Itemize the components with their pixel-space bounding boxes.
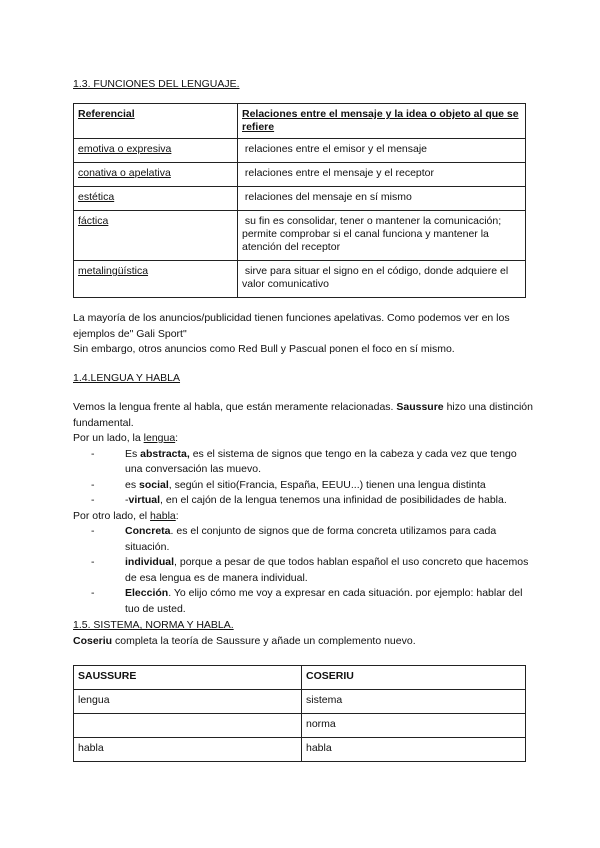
saussure-coseriu-table xyxy=(73,665,526,762)
text: - xyxy=(125,494,129,506)
table-header: COSERIU xyxy=(306,670,354,682)
bold-text: Coseriu xyxy=(73,635,113,647)
table-header: SAUSSURE xyxy=(78,670,137,682)
bold-text: virtual xyxy=(128,494,161,506)
table-cell: habla xyxy=(74,738,302,762)
text: , según el sitio(Francia, España, EEUU...) tienen una lengua distinta xyxy=(168,478,486,491)
text: es xyxy=(125,478,140,491)
bold-text: Elección xyxy=(125,587,169,599)
table-cell: fáctica xyxy=(78,215,109,227)
text: Por un lado, la xyxy=(73,432,144,444)
table-header: Relaciones entre el mensaje y la idea o objeto al que se refiere xyxy=(242,108,519,133)
text: completa la teoría de Saussure y añade un complemento nuevo. xyxy=(112,635,416,647)
text: hizo una distinción fundamental. xyxy=(73,401,533,429)
text: , porque a pesar de que todos hablan español el uso concreto que hacemos de esa lengua es de manera individual. xyxy=(125,556,529,584)
bold-text: Saussure xyxy=(396,401,444,413)
list-item xyxy=(125,524,533,555)
underlined-text: lengua xyxy=(143,432,176,444)
text: : xyxy=(175,509,179,522)
bold-text: social xyxy=(139,478,169,491)
list-item xyxy=(125,555,533,586)
lengua-line xyxy=(73,431,533,447)
lengua-list xyxy=(73,447,533,509)
habla-line xyxy=(73,509,533,525)
underlined-text: habla xyxy=(150,509,176,522)
section-title-1-4: 1.4.LENGUA Y HABLA xyxy=(73,372,181,384)
table-cell xyxy=(74,714,302,738)
table-cell: emotiva o expresiva xyxy=(78,143,172,155)
table-cell: relaciones entre el emisor y el mensaje xyxy=(244,143,428,155)
lengua-habla-body xyxy=(73,400,533,617)
paragraph-ads xyxy=(73,311,533,358)
table-cell: relaciones entre el mensaje y el receptor xyxy=(244,167,435,179)
functions-table xyxy=(73,103,526,298)
table-cell: norma xyxy=(302,714,526,738)
intro-paragraph xyxy=(73,400,533,431)
text: . Yo elijo cómo me voy a expresar en cada situación. por ejemplo: hablar del tuo de usted. xyxy=(125,587,523,615)
bold-text: individual xyxy=(125,556,175,568)
table-cell: estética xyxy=(78,191,115,203)
section-title-1-3: 1.3. FUNCIONES DEL LENGUAJE. xyxy=(73,78,240,90)
text: es el sistema de signos que tengo en la cabeza y cada vez que tengo una conversación las muevo. xyxy=(125,447,517,475)
table-cell: sirve para situar el signo en el código, donde adquiere el valor comunicativo xyxy=(242,265,509,290)
list-item xyxy=(125,447,533,478)
paragraph-text: La mayoría de los anuncios/publicidad tienen funciones apelativas. Como podemos ver en los ejemplos de" Gali Sport" xyxy=(73,312,510,340)
table-cell: conativa o apelativa xyxy=(78,167,171,179)
table-cell: habla xyxy=(302,738,526,762)
table-cell: relaciones del mensaje en sí mismo xyxy=(244,191,412,203)
table-cell: sistema xyxy=(302,690,526,714)
list-item xyxy=(125,478,533,494)
coseriu-intro xyxy=(73,635,416,647)
bold-text: abstracta, xyxy=(140,447,190,460)
paragraph-text: Sin embargo, otros anuncios como Red Bull y Pascual ponen el foco en sí mismo. xyxy=(73,343,455,355)
table-cell: lengua xyxy=(74,690,302,714)
text: , en el cajón de la lengua tenemos una infinidad de posibilidades de habla. xyxy=(160,494,507,506)
text: . es el conjunto de signos que de forma concreta utilizamos para cada situación. xyxy=(125,525,497,553)
list-item xyxy=(125,493,533,509)
section-title-1-5: 1.5. SISTEMA, NORMA Y HABLA. xyxy=(73,619,234,631)
bold-text: Concreta xyxy=(125,525,171,537)
table-cell: metalingüística xyxy=(78,265,149,277)
text: Por otro lado, el xyxy=(73,509,151,522)
list-item xyxy=(125,586,533,617)
table-header: Referencial xyxy=(78,108,135,120)
text: : xyxy=(175,432,179,444)
table-cell: su fin es consolidar, tener o mantener la comunicación; permite comprobar si el canal funciona y mantener la atención del receptor xyxy=(242,215,502,253)
text: Es xyxy=(125,447,141,460)
habla-list xyxy=(73,524,533,617)
text: Vemos la lengua frente al habla, que están meramente relacionadas. xyxy=(73,401,397,413)
